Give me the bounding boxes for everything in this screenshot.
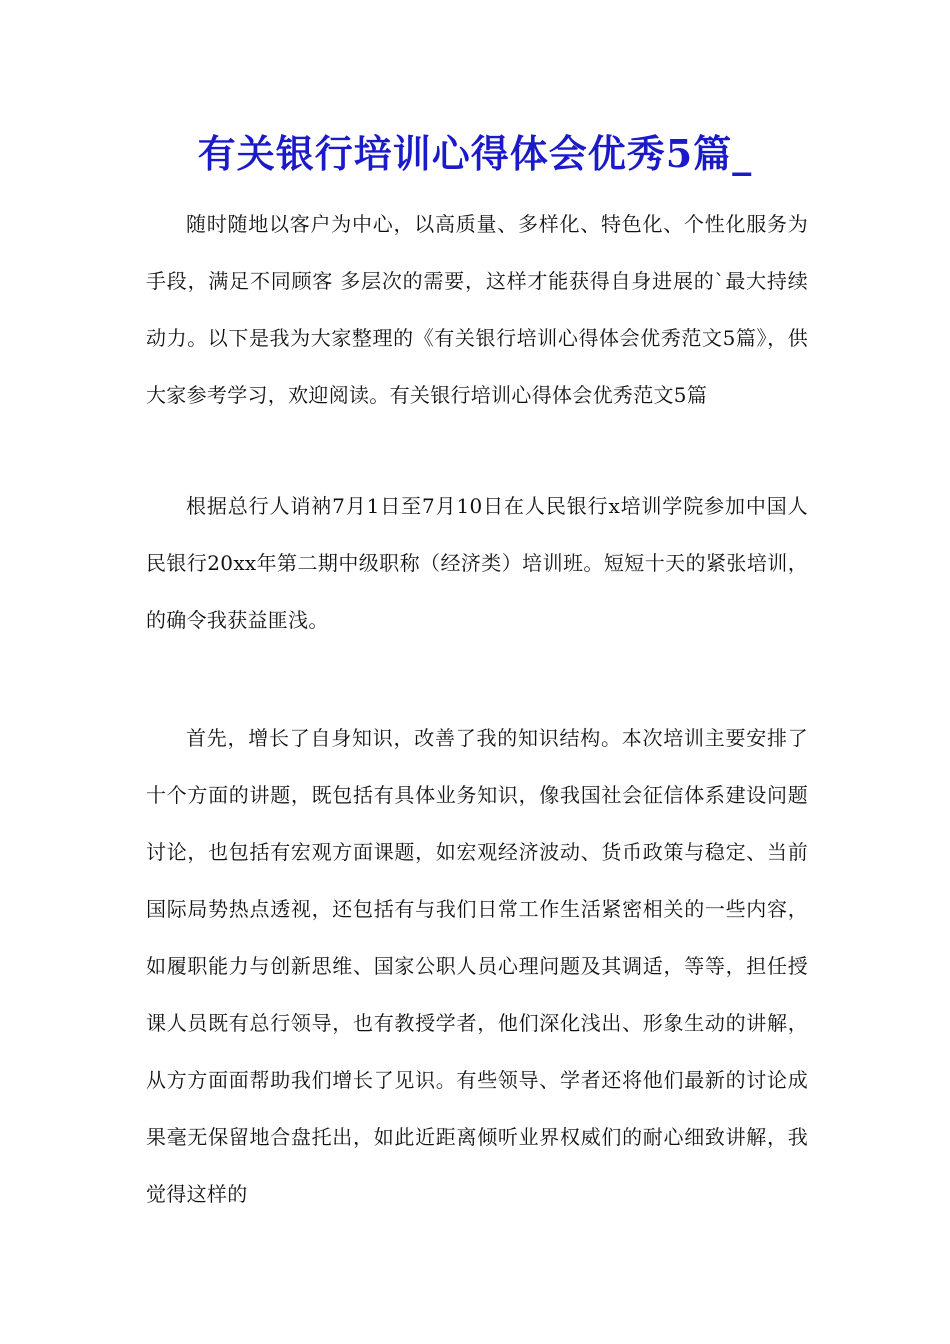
paragraph-text: 随时随地以客户为中心，以高质量、多样化、特色化、个性化服务为手段，满足不同顾客 多层次的需要，这样才能获得自身进展的`最大持续动力。以下是我为大家整理的《有关银行培训心得体会优秀范文5篇》，供大家参考学习，欢迎阅读。有关银行培训心得体会优秀范文5篇 — [146, 212, 808, 407]
document-title: 有关银行培训心得体会优秀5篇_ — [197, 131, 753, 176]
paragraph-text: 根据总行人诮衲7月1日至7月10日在人民银行x培训学院参加中国人民银行20xx年第二期中级职称（经济类）培训班。短短十天的紧张培训，的确令我获益匪浅。 — [146, 494, 808, 632]
paragraph-intro — [146, 196, 808, 424]
paragraph-text: 首先，增长了自身知识，改善了我的知识结构。本次培训主要安排了十个方面的讲题，既包括有具体业务知识，像我国社会征信体系建设问题讨论，也包括有宏观方面课题，如宏观经济波动、货币政策与稳定、当前国际局势热点透视，还包括有与我们日常工作生活紧密相关的一些内容，如履职能力与创新思维、国家公职人员心理问题及其调适，等等，担任授课人员既有总行领导，也有教授学者，他们深化浅出、形象生动的讲解，从方方面面帮助我们增长了见识。有些领导、学者还将他们最新的讨论成果毫无保留地合盘托出，如此近距离倾听业界权威们的耐心细致讲解，我觉得这样的 — [146, 726, 808, 1206]
paragraph-training-info — [146, 478, 808, 649]
paragraph-knowledge — [146, 710, 808, 1223]
